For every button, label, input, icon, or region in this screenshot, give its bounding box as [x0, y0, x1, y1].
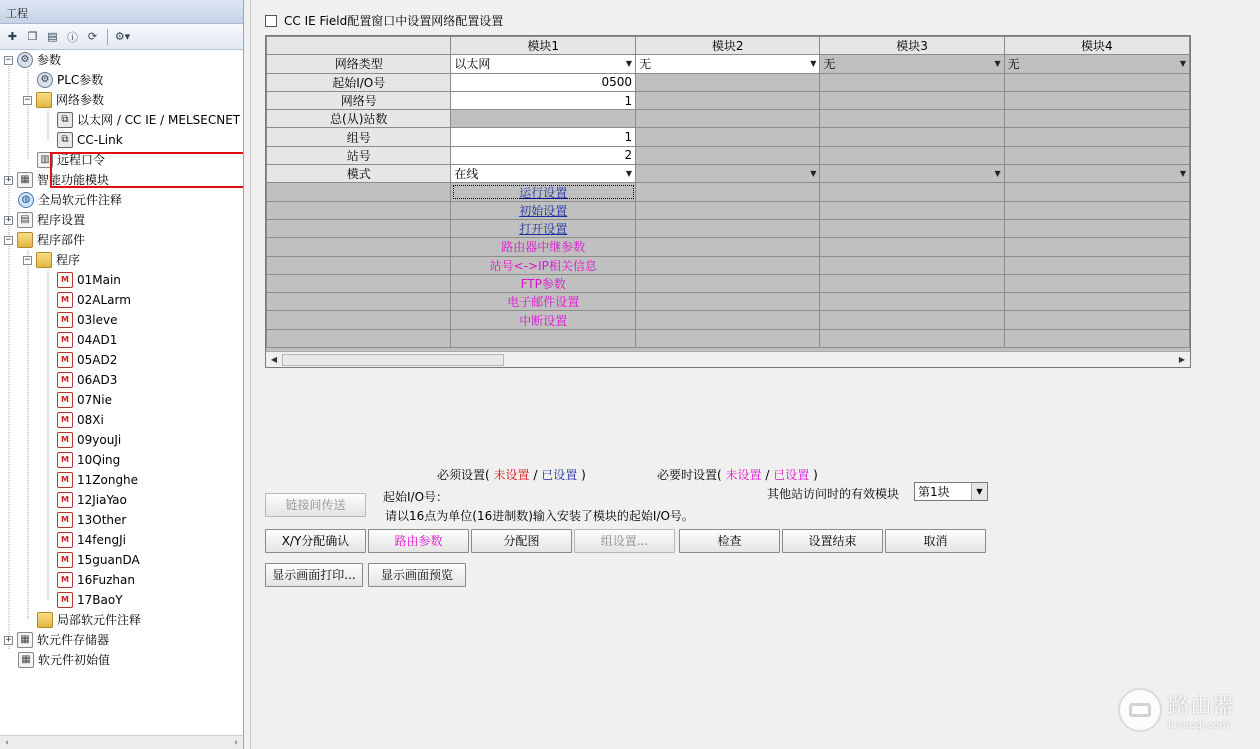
mode-select[interactable]: [820, 165, 1004, 183]
grid-cell: [1004, 293, 1189, 311]
legend-text: ): [813, 468, 818, 482]
project-toolbar: [0, 24, 243, 50]
grid-cell: [1004, 146, 1189, 164]
program-icon: M: [57, 532, 73, 548]
column-header: 模块4: [1004, 37, 1189, 55]
start-io-input[interactable]: 0500: [451, 73, 636, 91]
tree-node-program-settings[interactable]: [4, 210, 85, 230]
legend-slash: /: [533, 468, 538, 482]
program-icon: M: [57, 332, 73, 348]
program-icon: M: [57, 272, 73, 288]
grid-cell: [820, 128, 1004, 146]
tree-node-plc-parameters[interactable]: [37, 70, 103, 90]
globe-icon: ◍: [18, 192, 34, 208]
network-type-select[interactable]: [820, 55, 1004, 73]
grid-cell: [1004, 311, 1189, 329]
legend-text: ): [581, 468, 586, 482]
grid-cell: [267, 238, 451, 256]
tree-node-program[interactable]: [57, 310, 117, 330]
tree-node-label: 远程口令: [57, 153, 106, 167]
expand-icon[interactable]: +: [5, 174, 12, 185]
program-icon: M: [57, 372, 73, 388]
grid-cell: [1004, 238, 1189, 256]
grid-cell: [636, 91, 820, 109]
scroll-right-icon[interactable]: ›: [234, 738, 238, 748]
network-type-select[interactable]: [1004, 55, 1189, 73]
module-settings-grid: [265, 35, 1191, 368]
select-value: 无: [1007, 57, 1020, 72]
end-setting-button[interactable]: 设置结束: [782, 529, 883, 553]
tree-node-label: 07Nie: [77, 393, 112, 407]
gear-icon: ⚙: [17, 52, 33, 68]
legend-text: 必须设置(: [437, 468, 490, 482]
dropdown-arrow-icon[interactable]: ▼: [1179, 59, 1186, 69]
grid-cell: [820, 146, 1004, 164]
tree-node-label: 全局软元件注释: [38, 193, 123, 207]
mode-select[interactable]: [636, 165, 820, 183]
row-station-no: [267, 146, 1190, 164]
row-group-no: [267, 128, 1190, 146]
tree-node-label: 08Xi: [77, 413, 104, 427]
cancel-button[interactable]: 取消: [885, 529, 986, 553]
tree-node-label: CC-Link: [77, 133, 123, 147]
tree-node-program[interactable]: [57, 270, 121, 290]
tree-node-network-parameters[interactable]: [23, 90, 104, 110]
tree-node-program[interactable]: [57, 590, 123, 610]
grid-cell: [820, 73, 1004, 91]
tree-node-local-comments[interactable]: [37, 610, 141, 630]
grid-cell: [636, 256, 820, 274]
row-header: 总(从)站数: [267, 110, 451, 128]
row-link: [267, 256, 1190, 274]
scroll-thumb[interactable]: [282, 354, 504, 366]
grid-cell: [1004, 201, 1189, 219]
tree-node-cc-link[interactable]: [57, 130, 123, 150]
tree-node-program[interactable]: [57, 510, 126, 530]
row-start-io: [267, 73, 1190, 91]
help-title: 起始I/O号：: [383, 490, 449, 504]
grid-cell: [820, 238, 1004, 256]
grid-cell: [267, 219, 451, 237]
grid-cell: [1004, 256, 1189, 274]
network-parameter-pane: [250, 0, 1260, 749]
folder-icon: [36, 92, 52, 108]
print-preview-button[interactable]: 显示画面预览: [368, 563, 466, 587]
program-icon: M: [57, 352, 73, 368]
tree-node-device-memory[interactable]: [4, 630, 109, 650]
tree-node-label: 05AD2: [77, 353, 118, 367]
select-value: 第1块: [918, 485, 950, 499]
row-header: 网络类型: [267, 55, 451, 73]
tree-node-device-init[interactable]: [18, 650, 110, 670]
grid-cell: [820, 219, 1004, 237]
tree-node-label: 01Main: [77, 273, 121, 287]
tree-node-label: 13Other: [77, 513, 127, 527]
row-link: [267, 201, 1190, 219]
checkbox-label: CC IE Field配置窗口中设置网络配置设置: [284, 14, 504, 28]
new-data-icon[interactable]: ✚: [7, 30, 18, 43]
router-icon: [1118, 688, 1162, 732]
toolbar-separator: [107, 29, 108, 45]
grid-cell: [1004, 110, 1189, 128]
program-icon: M: [57, 312, 73, 328]
cc-ie-field-config-option[interactable]: [265, 12, 503, 29]
tree-node-program[interactable]: [57, 490, 127, 510]
optional-legend: [657, 466, 818, 483]
link-text: 路由器中继参数: [501, 240, 586, 255]
tree-node-program[interactable]: [57, 550, 140, 570]
dropdown-arrow-icon[interactable]: ▼: [625, 59, 633, 69]
gear-icon: ⚙: [37, 72, 53, 88]
tree-node-label: 以太网 / CC IE / MELSECNET: [77, 113, 241, 127]
legend-set: 已设置: [541, 468, 578, 482]
red-highlight-box: [50, 152, 243, 188]
dropdown-arrow-icon[interactable]: ▼: [625, 169, 633, 179]
program-icon: M: [57, 572, 73, 588]
tree-node-label: 网络参数: [56, 93, 105, 107]
watermark-logo: [1118, 684, 1250, 736]
grid-cell: [636, 311, 820, 329]
select-value: 无: [823, 57, 836, 72]
row-header: 模式: [267, 165, 451, 183]
required-legend: [437, 466, 586, 483]
grid-cell: [267, 293, 451, 311]
expand-icon[interactable]: +: [5, 214, 12, 225]
grid-cell: [267, 183, 451, 201]
grid-cell: [820, 256, 1004, 274]
paste-icon[interactable]: ▤: [47, 30, 58, 43]
grid-cell: [820, 274, 1004, 292]
tree-node-label: 12JiaYao: [77, 493, 127, 507]
link-text: 初始设置: [519, 203, 568, 218]
collapse-icon[interactable]: −: [24, 254, 31, 265]
folder-icon: [37, 612, 53, 628]
tree-node-program[interactable]: [57, 450, 120, 470]
tree-node-label: 14fengJi: [77, 533, 126, 547]
tree-node-label: 智能功能模块: [37, 173, 110, 187]
email-settings-link[interactable]: [451, 293, 636, 311]
interrupt-settings-link[interactable]: [451, 311, 636, 329]
operation-settings-link[interactable]: [451, 183, 636, 201]
grid-cell: [267, 274, 451, 292]
tree-node-label: 程序: [56, 253, 81, 267]
program-icon: M: [57, 412, 73, 428]
tree-node-label: 09youJi: [77, 433, 122, 447]
station-ip-info-link[interactable]: [451, 256, 636, 274]
grid-cell: [636, 110, 820, 128]
watermark-title: 路由器: [1168, 694, 1235, 719]
link-text: 中断设置: [519, 313, 568, 328]
grid-cell: [1004, 219, 1189, 237]
tree-node-label: 软元件存储器: [37, 633, 110, 647]
tree-node-parameters[interactable]: [4, 50, 61, 70]
tree-node-label: 10Qing: [77, 453, 121, 467]
properties-icon[interactable]: ⓘ: [67, 30, 78, 44]
initial-settings-link[interactable]: [451, 201, 636, 219]
link-text: 电子邮件设置: [507, 295, 580, 310]
expand-icon[interactable]: +: [5, 634, 12, 645]
column-header: 模块1: [451, 37, 636, 55]
grid-cell: [820, 293, 1004, 311]
tree-node-program[interactable]: [57, 370, 117, 390]
tree-node-label: 程序设置: [37, 213, 86, 227]
dropdown-arrow-icon[interactable]: ▼: [810, 169, 817, 179]
grid-cell: [267, 256, 451, 274]
remote-icon: ▥: [37, 152, 53, 168]
row-link: [267, 238, 1190, 256]
link-transfer-button[interactable]: 链接间传送: [265, 493, 366, 517]
memory-icon: ▦: [17, 632, 33, 648]
row-header: 网络号: [267, 91, 451, 109]
row-header: 站号: [267, 146, 451, 164]
router-relay-link[interactable]: [451, 238, 636, 256]
grid-cell: [636, 293, 820, 311]
grid-cell: [820, 329, 1004, 347]
network-icon: ⧉: [57, 112, 73, 128]
program-icon: M: [57, 552, 73, 568]
tree-node-global-comments[interactable]: [18, 190, 122, 210]
folder-icon: [36, 252, 52, 268]
grid-cell: [1004, 128, 1189, 146]
tree-node-label: 03leve: [77, 313, 118, 327]
row-mode: [267, 165, 1190, 183]
grid-horizontal-scrollbar[interactable]: [266, 351, 1190, 367]
tree-node-label: 15guanDA: [77, 553, 140, 567]
network-no-input[interactable]: 1: [451, 91, 636, 109]
row-link: [267, 274, 1190, 292]
tree-node-program[interactable]: [57, 570, 135, 590]
row-link: [267, 219, 1190, 237]
grid-cell: [636, 73, 820, 91]
dropdown-arrow-icon[interactable]: ▼: [810, 59, 817, 69]
select-value: 无: [639, 57, 652, 72]
tree-node-program[interactable]: [57, 430, 121, 450]
legend-unset: 未设置: [493, 468, 530, 482]
grid-cell: [820, 201, 1004, 219]
row-link: [267, 183, 1190, 201]
grid-cell: [267, 329, 451, 347]
grid-cell: [451, 110, 636, 128]
scroll-left-icon[interactable]: ◀: [270, 355, 278, 364]
grid-cell: [636, 201, 820, 219]
grid-cell: [267, 311, 451, 329]
legend-unset: 未设置: [725, 468, 762, 482]
tree-node-ethernet-cc-ie-melsecnet[interactable]: [57, 110, 240, 130]
grid-cell: [1004, 91, 1189, 109]
grid-cell: [1004, 183, 1189, 201]
tree-node-label: 04AD1: [77, 333, 118, 347]
grid-cell: [636, 238, 820, 256]
tree-node-programs[interactable]: [23, 250, 80, 270]
link-text: 打开设置: [519, 222, 568, 237]
legend-slash: /: [765, 468, 770, 482]
memory-icon: ▦: [18, 652, 34, 668]
tree-node-program[interactable]: [57, 350, 117, 370]
grid-cell: [820, 91, 1004, 109]
network-icon: ⧉: [57, 132, 73, 148]
tree-options-icon[interactable]: ⚙▾: [114, 30, 131, 43]
grid-cell: [636, 329, 820, 347]
tree-node-program[interactable]: [57, 330, 117, 350]
row-empty: [267, 329, 1190, 347]
tree-node-label: 程序部件: [37, 233, 86, 247]
group-no-input[interactable]: 1: [451, 128, 636, 146]
tree-horizontal-scrollbar[interactable]: [0, 735, 243, 749]
grid-header-row: [267, 37, 1190, 55]
project-tree: [0, 50, 243, 735]
link-text: 站号<->IP相关信息: [489, 258, 597, 273]
tree-node-program[interactable]: [57, 410, 104, 430]
grid-cell: [636, 274, 820, 292]
doc-icon: ▤: [17, 212, 33, 228]
program-icon: M: [57, 392, 73, 408]
valid-module-label: 其他站访问时的有效模块: [767, 487, 900, 501]
dropdown-arrow-icon[interactable]: ▼: [994, 59, 1001, 69]
program-icon: M: [57, 452, 73, 468]
project-pane: [0, 0, 244, 749]
grid-cell: [820, 110, 1004, 128]
column-header: 模块2: [636, 37, 820, 55]
tree-node-program[interactable]: [57, 290, 131, 310]
tree-node-label: 参数: [37, 53, 62, 67]
program-icon: M: [57, 292, 73, 308]
xy-assign-confirm-button[interactable]: X/Y分配确认: [265, 529, 366, 553]
tree-node-label: 06AD3: [77, 373, 118, 387]
scroll-right-icon[interactable]: ▶: [1178, 355, 1186, 364]
column-header: 模块3: [820, 37, 1004, 55]
program-icon: M: [57, 492, 73, 508]
row-network-no: [267, 91, 1190, 109]
program-icon: M: [57, 472, 73, 488]
tree-node-program[interactable]: [57, 470, 138, 490]
grid-cell: [636, 183, 820, 201]
folder-icon: [17, 232, 33, 248]
tree-node-program-parts[interactable]: [4, 230, 85, 250]
mode-select[interactable]: [1004, 165, 1189, 183]
routing-parameters-button[interactable]: 路由参数: [368, 529, 469, 553]
assignment-map-button[interactable]: 分配图: [471, 529, 572, 553]
dropdown-arrow-icon[interactable]: ▼: [1179, 169, 1186, 179]
group-settings-button[interactable]: 组设置...: [574, 529, 675, 553]
collapse-icon[interactable]: −: [5, 234, 12, 245]
program-icon: M: [57, 432, 73, 448]
select-value: 在线: [454, 167, 479, 182]
network-type-select[interactable]: [451, 55, 636, 73]
row-link: [267, 311, 1190, 329]
watermark-url: luyouqi.com: [1168, 720, 1230, 731]
legend-text: 必要时设置(: [657, 468, 722, 482]
grid-cell: [1004, 73, 1189, 91]
help-text: 请以16点为单位(16进制数)输入安装了模块的起始I/O号。: [385, 509, 694, 523]
grid-cell: [636, 219, 820, 237]
link-text: 运行设置: [519, 185, 568, 200]
legend-set: 已设置: [773, 468, 810, 482]
tree-node-program[interactable]: [57, 390, 112, 410]
grid-cell: [820, 311, 1004, 329]
checkbox[interactable]: [265, 15, 277, 27]
module-icon: ▦: [17, 172, 33, 188]
collapse-icon[interactable]: −: [24, 94, 31, 105]
grid-cell: [267, 201, 451, 219]
tree-node-label: 17BaoY: [77, 593, 123, 607]
collapse-icon[interactable]: −: [5, 54, 12, 65]
station-no-input[interactable]: 2: [451, 146, 636, 164]
row-header: 起始I/O号: [267, 73, 451, 91]
copy-icon[interactable]: ❐: [27, 30, 38, 43]
grid-cell: [636, 146, 820, 164]
grid-cell: [636, 128, 820, 146]
open-settings-link[interactable]: [451, 219, 636, 237]
grid-cell: [1004, 274, 1189, 292]
select-value: 以太网: [454, 57, 491, 72]
link-text: FTP参数: [520, 277, 566, 291]
grid-cell: [820, 183, 1004, 201]
tree-node-label: 02ALarm: [77, 293, 131, 307]
dropdown-arrow-icon[interactable]: ▼: [971, 483, 987, 500]
tree-node-label: 11Zonghe: [77, 473, 139, 487]
row-network-type: [267, 55, 1190, 73]
tree-node-label: 软元件初始值: [38, 653, 111, 667]
print-screen-button[interactable]: 显示画面打印...: [265, 563, 363, 587]
valid-module-select[interactable]: [914, 482, 988, 501]
tree-node-label: 16Fuzhan: [77, 573, 135, 587]
program-icon: M: [57, 592, 73, 608]
tree-node-label: 局部软元件注释: [57, 613, 142, 627]
ftp-parameters-link[interactable]: [451, 274, 636, 292]
dropdown-arrow-icon[interactable]: ▼: [994, 169, 1001, 179]
row-header: 组号: [267, 128, 451, 146]
grid-cell: [1004, 329, 1189, 347]
program-icon: M: [57, 512, 73, 528]
row-link: [267, 293, 1190, 311]
scroll-left-icon[interactable]: ‹: [5, 738, 9, 748]
row-station-total: [267, 110, 1190, 128]
mode-select[interactable]: [451, 165, 636, 183]
refresh-icon[interactable]: ⟳: [87, 30, 98, 43]
network-type-select[interactable]: [636, 55, 820, 73]
tree-node-program[interactable]: [57, 530, 126, 550]
tree-node-label: PLC参数: [57, 73, 104, 87]
pane-title: 工程: [0, 0, 243, 24]
grid-corner: [267, 37, 451, 55]
grid-cell: [451, 329, 636, 347]
check-button[interactable]: 检查: [679, 529, 780, 553]
